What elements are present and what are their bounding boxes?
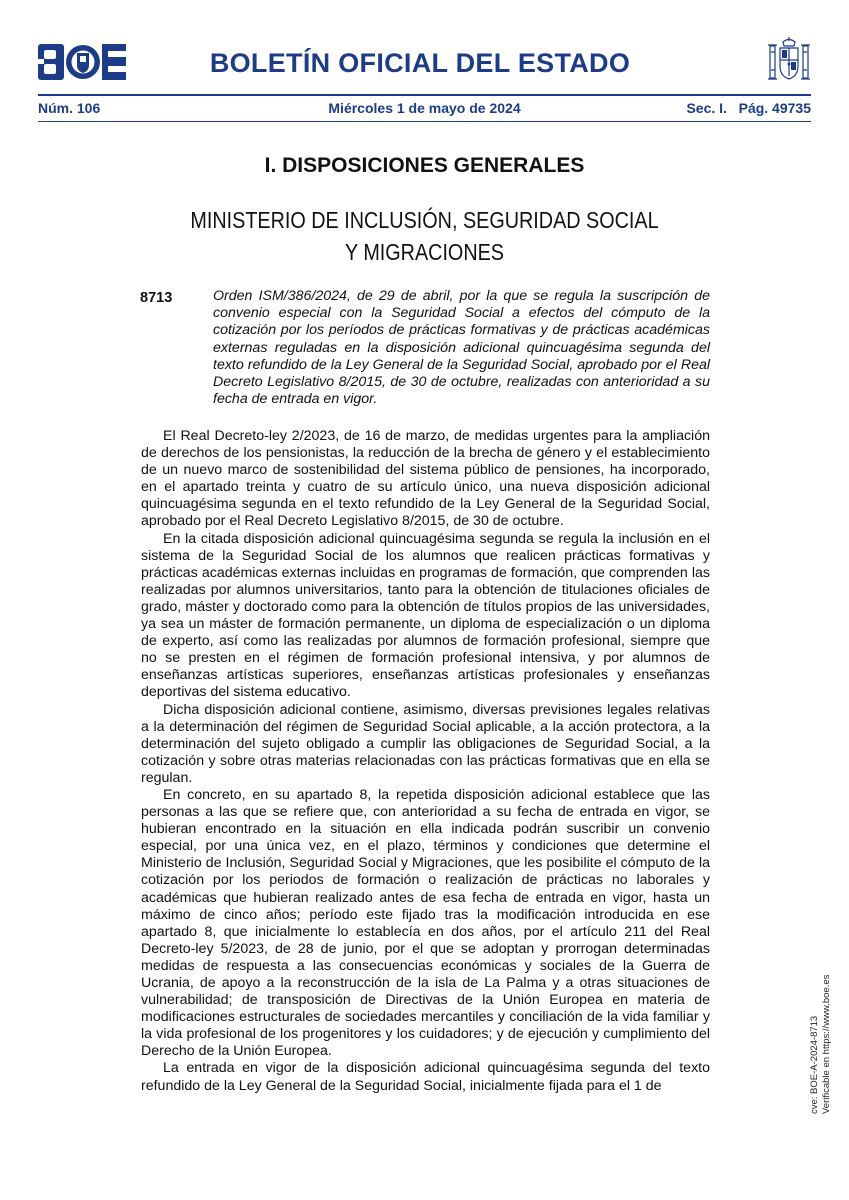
- section-page: Sec. I. Pág. 49735: [686, 100, 811, 116]
- ministry-title: [163, 204, 687, 268]
- verify-link[interactable]: Verificable en https://www.boe.es: [821, 974, 832, 1114]
- header-meta: [38, 98, 811, 118]
- paragraph: Dicha disposición adicional contiene, asimismo, diversas previsiones legales relativas a la determinación del régimen de Seguridad Social aplicable, a la acción protectora, a la determinación del sujeto obligado a cumplir las obligaciones de Seguridad Social, a la cotización y sobre otras materias relacionadas con las prácticas formativas que en ella se regulan.: [141, 701, 710, 786]
- issue-number: Núm. 106: [38, 100, 101, 116]
- header-rule-bottom: [38, 121, 811, 122]
- verification-note: [809, 914, 833, 1114]
- paragraph: La entrada en vigor de la disposición adicional quincuagésima segunda del texto refundido de la Ley General de la Seguridad Social, inicialmente fijada para el 1 de: [141, 1060, 710, 1094]
- order-number: 8713: [140, 290, 173, 306]
- order-summary: Orden ISM/386/2024, de 29 de abril, por la que se regula la suscripción de convenio especial con la Seguridad Social a efectos del cómputo de la cotización por los períodos de prácticas formativas y de prácticas académicas externas reguladas en la disposición adicional quincuagésima segunda del texto refundido de la Ley General de la Seguridad Social, aprobado por el Real Decreto Legislativo 8/2015, de 30 de octubre, realizadas con anterioridad a su fecha de entrada en vigor.: [213, 288, 710, 408]
- gazette-title: BOLETÍN OFICIAL DEL ESTADO: [209, 48, 631, 78]
- paragraph: En concreto, en su apartado 8, la repetida disposición adicional establece que las personas a las que se refiere que, con anterioridad a su fecha de entrada en vigor, se hubieran encontrado en la situación en ella indicada podrán suscribir un convenio especial, por una única vez, en el plazo, términos y condiciones que determine el Ministerio de Inclusión, Seguridad Social y Migraciones, que les posibilite el cómputo de la cotización por los periodos de formación o realización de prácticas no laborales y académicas que hubieran realizado antes de esa fecha de entrada en vigor, hasta un máximo de cinco años; período este fijado tras la modificación introducida en ese apartado 8, que inicialmente lo establecía en dos años, por el artículo 211 del Real Decreto-ley 5/2023, de 28 de junio, por el que se adoptan y prorrogan determinadas medidas de respuesta a las consecuencias económicas y sociales de la Guerra de Ucrania, de apoyo a la reconstrucción de la isla de La Palma y a otras situaciones de vulnerabilidad; de transposición de Directivas de la Unión Europea en materia de modificaciones estructurales de sociedades mercantiles y conciliación de la vida familiar y la vida profesional de los progenitores y los cuidadores; y de ejecución y cumplimiento del Derecho de la Unión Europea.: [141, 786, 710, 1060]
- paragraph: El Real Decreto-ley 2/2023, de 16 de marzo, de medidas urgentes para la ampliación de derechos de los pensionistas, la reducción de la brecha de género y el establecimiento de un nuevo marco de sostenibilidad del sistema público de pensiones, ha incorporado, en el apartado treinta y cuatro de su artículo único, una nueva disposición adicional quincuagésima segunda en el texto refundido de la Ley General de la Seguridad Social, aprobado por el Real Decreto Legislativo 8/2015, de 30 de octubre.: [141, 428, 710, 530]
- body-text: [141, 428, 710, 1095]
- issue-date: Miércoles 1 de mayo de 2024: [328, 100, 521, 116]
- paragraph: En la citada disposición adicional quincuagésima segunda se regula la inclusión en el sistema de la Seguridad Social de los alumnos que realicen prácticas formativas y prácticas académicas externas incluidas en programas de formación, que comprenden las realizadas por alumnos universitarios, tanto para la obtención de titulaciones oficiales de grado, máster y doctorado como para la obtención de títulos propios de las universidades, ya sea un máster de formación permanente, un diploma de especialización o un diploma de experto, así como las realizadas por alumnos de formación profesional, siempre que no se presten en el régimen de formación profesional intensiva, y por alumnos de enseñanzas artísticas superiores, enseñanzas artísticas profesionales y enseñanzas deportivas del sistema educativo.: [141, 530, 710, 701]
- ministry-line-2: Y MIGRACIONES: [344, 239, 504, 265]
- section-title: I. DISPOSICIONES GENERALES: [264, 154, 585, 177]
- cve-code: cve: BOE-A-2024-8713: [809, 1015, 820, 1114]
- boe-logo: [38, 44, 126, 80]
- header-rule: [38, 94, 811, 96]
- coat-of-arms-icon: [767, 36, 811, 86]
- ministry-line-1: MINISTERIO DE INCLUSIÓN, SEGURIDAD SOCIAL: [190, 207, 659, 233]
